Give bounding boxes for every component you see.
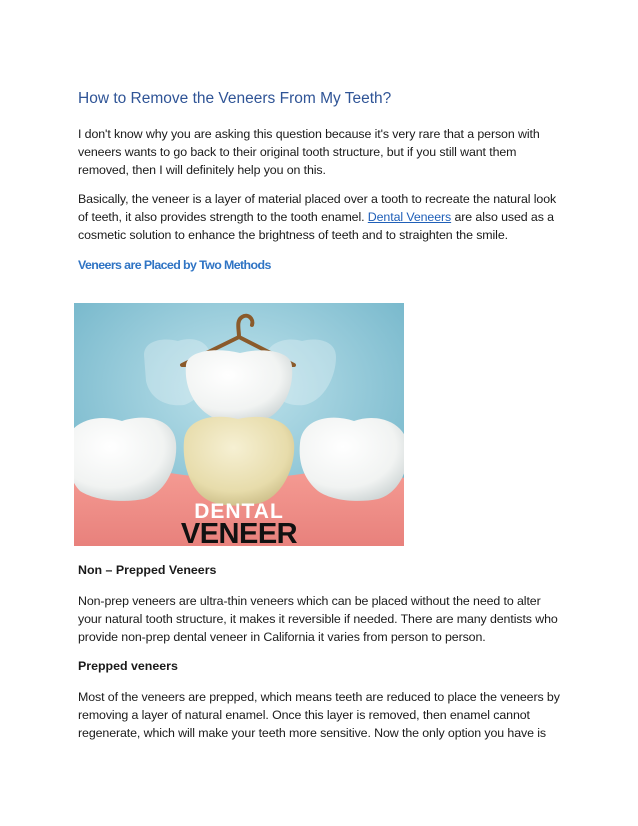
prepped-paragraph: Most of the veneers are prepped, which means teeth are reduced to place the veneers by removing a layer of natural enamel. Once this layer is removed, then enamel cannot regenerate, which will make your teeth more sensitive. Now the only option you have is <box>78 690 560 741</box>
prepped-section <box>78 657 564 743</box>
article-top <box>78 88 564 274</box>
article-title: How to Remove the Veneers From My Teeth? <box>78 90 392 107</box>
caption-dental: DENTAL <box>194 500 284 523</box>
dental-veneers-link[interactable]: Dental Veneers <box>367 209 452 224</box>
veneer-definition-paragraph <box>78 190 564 245</box>
caption-veneer: VENEER <box>180 518 298 546</box>
nonprep-heading: Non – Prepped Veneers <box>78 563 217 577</box>
paragraph-text: Basically, the veneer is a layer of material placed over a tooth to recreate the natural look of teeth, it also provides strength to the tooth enamel. <box>78 191 557 224</box>
nonprep-paragraph: Non-prep veneers are ultra-thin veneers which can be placed without the need to alter your natural tooth structure, it makes it reversible if needed. There are many dentists who provide non-prep dental veneer in California it varies from person to person. <box>78 594 558 645</box>
section-heading: Veneers are Placed by Two Methods <box>78 258 271 273</box>
prepped-heading: Prepped veneers <box>78 659 178 673</box>
nonprep-section <box>78 561 564 647</box>
paragraph-text: are also used as a cosmetic solution to enhance the brightness of teeth and to straighten the smile. <box>78 209 554 243</box>
dental-veneer-image <box>74 303 404 546</box>
intro-paragraph: I don't know why you are asking this question because it's very rare that a person with veneers wants to go back to their original tooth structure, but if you still want them removed, then I will definitely help you on this. <box>78 127 540 178</box>
dental-veneer-illustration <box>74 303 404 546</box>
